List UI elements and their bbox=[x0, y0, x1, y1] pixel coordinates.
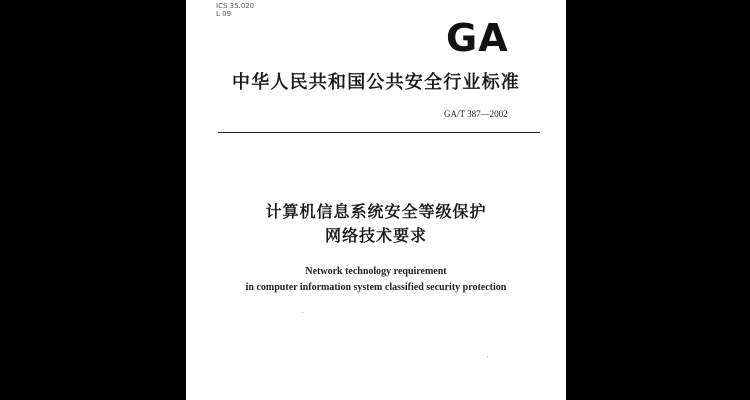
title-en-line-1: Network technology requirement bbox=[305, 266, 447, 277]
ics-classification bbox=[216, 2, 254, 18]
ga-logo: GA bbox=[446, 16, 509, 60]
scan-speck bbox=[302, 312, 303, 313]
title-cn-line-1: 计算机信息系统安全等级保护 bbox=[265, 202, 487, 221]
standard-code: GA/T 387—2002 bbox=[444, 109, 508, 119]
document-title-english bbox=[186, 264, 566, 296]
document-title-chinese bbox=[186, 200, 566, 248]
document-page bbox=[186, 0, 566, 400]
header-divider bbox=[218, 132, 540, 133]
standard-category-title: 中华人民共和国公共安全行业标准 bbox=[232, 72, 520, 93]
title-cn-line-2: 网络技术要求 bbox=[324, 226, 427, 245]
ics-code: ICS 35.020 bbox=[216, 2, 255, 10]
ccs-code: L 09 bbox=[216, 10, 232, 18]
scan-speck bbox=[487, 356, 488, 357]
title-en-line-2: in computer information system classified security protection bbox=[245, 282, 507, 293]
